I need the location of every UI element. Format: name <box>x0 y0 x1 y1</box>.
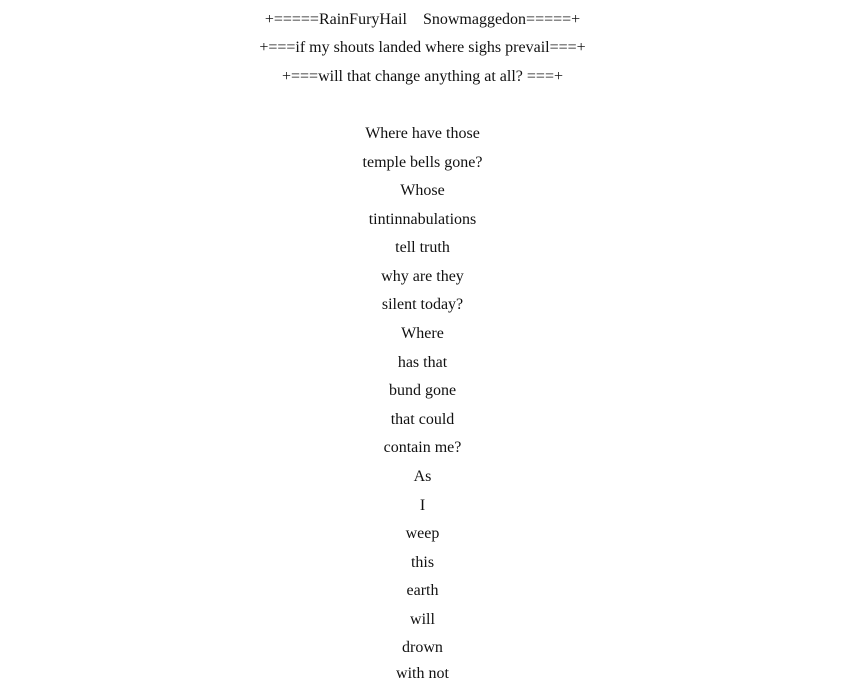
poem-line: Whose <box>400 182 445 199</box>
poem-line: that could <box>390 411 455 428</box>
poem-line: bund gone <box>388 382 457 399</box>
header-line-1: +=====RainFuryHail Snowmaggedon=====+ <box>264 11 581 28</box>
poem-line: has that <box>397 354 448 371</box>
poem-line: this <box>410 554 435 571</box>
poem-line: tell truth <box>395 239 450 256</box>
poem-line: temple bells gone? <box>362 154 483 171</box>
poem-line: with not <box>396 665 449 682</box>
poem-line: I <box>419 497 426 514</box>
poem-line: silent today? <box>381 296 464 313</box>
poem-line: why are they <box>381 268 464 285</box>
poem-line: As <box>413 468 432 485</box>
poem-line: Where have those <box>365 125 480 142</box>
header-line-3: +===will that change anything at all? ===+ <box>281 68 563 85</box>
poem-line: drown <box>402 639 443 656</box>
poem-line: tintinnabulations <box>368 211 477 228</box>
poem-line: will <box>410 611 435 628</box>
poem-line: Where <box>401 325 444 342</box>
header-line-2: +===if my shouts landed where sighs prevail===+ <box>259 39 586 56</box>
poem-line: contain me? <box>383 439 462 456</box>
poem-line: earth <box>406 582 439 599</box>
poem-line: weep <box>405 525 440 542</box>
